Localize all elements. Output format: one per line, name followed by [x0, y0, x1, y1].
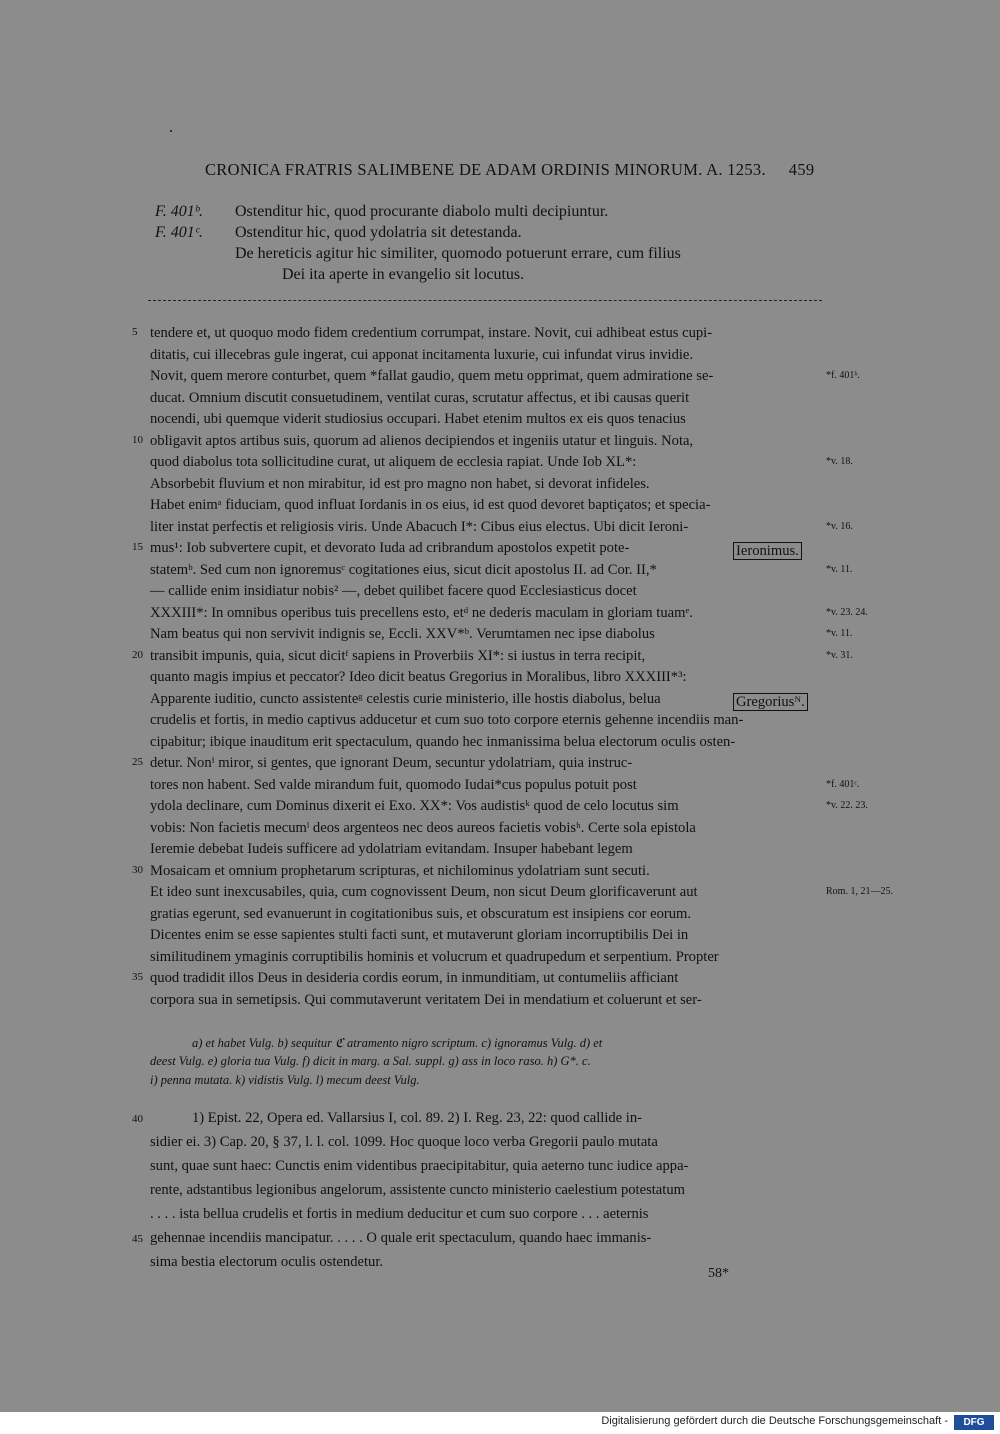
text-line: gratias egerunt, sed evanuerunt in cogitationibus suis, et obscuratum est insipiens cor eorum. [150, 905, 692, 922]
text-line: ydola declinare, cum Dominus dixerit ei Exo. XX*: Vos audistisᵏ quod de celo locutus sim [150, 798, 679, 814]
text-line: cipabitur; ibique inauditum erit spectaculum, quando hec inmanissima belua electorum oculis osten- [150, 733, 736, 750]
apparatus-line: deest Vulg. e) gloria tua Vulg. f) dicit in marg. a Sal. suppl. g) ass in loco raso. h) G*. c. [150, 1054, 591, 1068]
footnote-line: 1) Epist. 22, Opera ed. Vallarsius I, col. 89. 2) I. Reg. 23, 22: quod callide in- [192, 1110, 643, 1126]
margin-note: *v. 31. [826, 649, 853, 661]
line-number: 25 [132, 756, 143, 768]
margin-note: *v. 18. [826, 456, 853, 467]
dfg-logo: DFG [954, 1415, 994, 1430]
text-line: Et ideo sunt inexcusabiles, quia, cum cognovissent Deum, non sicut Deum glorificaverunt aut [150, 884, 698, 900]
margin-note: *f. 401ᶜ. [826, 778, 860, 790]
boxed-name-ieronimus: Ieronimus. [733, 543, 802, 560]
text-line: Apparente iuditio, cuncto assistenteᵍ celestis curie ministerio, ille hostis diabolus, belua [150, 690, 661, 707]
section-rule [148, 300, 822, 301]
text-line: ducat. Omnium discutit consuetudinem, ventilat curas, scrutatur affectus, et ibi causas querit [150, 389, 690, 406]
margin-note: *v. 16. [826, 520, 853, 532]
text-line: tores non habent. Sed valde mirandum fuit, quomodo Iudai*cus populus potuit post [150, 776, 637, 793]
text-line: Habet enimᵃ fiduciam, quod influat Iordanis in os eius, id est quod devoret baptiçatos; et specia- [150, 497, 711, 513]
text-line: Absorbebit fluvium et non mirabitur, id est pro magno non habet, si devorat infideles. [150, 475, 650, 492]
text-line: obligavit aptos artibus suis, quorum ad alienos decipiendos et ingeniis utatur et linguis. Nota, [150, 432, 694, 449]
text-line: corpora sua in semetipsis. Qui commutaverunt veritatem Dei in mendatium et coluerunt et ser- [150, 991, 702, 1008]
footer-bar [0, 1412, 1000, 1434]
margin-note: *v. 11. [826, 563, 853, 575]
scan-mark [170, 130, 172, 132]
margin-note: *f. 401ᵇ. [826, 370, 860, 381]
page-number: 459 [788, 160, 815, 179]
footnote-line: gehennae incendiis mancipatur. . . . . O quale erit spectaculum, quando haec immanis- [150, 1230, 652, 1246]
text-line: Nam beatus qui non servivit indignis se, Eccli. XXV*ᵇ. Verumtamen nec ipse diabolus [150, 626, 655, 642]
text-line: crudelis et fortis, in medio captivus adducetur et cum suo toto corpore eternis gehenne incendiis man- [150, 712, 744, 728]
text-line: quanto magis impius et peccator? Ideo dicit beatus Gregorius in Moralibus, libro XXXIII*³: [150, 669, 687, 685]
rubric-text: Ostenditur hic, quod ydolatria sit detestanda. [235, 224, 522, 241]
apparatus-line: i) penna mutata. k) vidistis Vulg. l) mecum deest Vulg. [150, 1073, 420, 1087]
text-line: detur. Nonⁱ miror, si gentes, que ignorant Deum, secuntur ydolatriam, quia instruc- [150, 755, 633, 771]
rubric-ref: F. 401ᵇ. [155, 203, 204, 220]
footer-text: Digitalisierung gefördert durch die Deutsche Forschungsgemeinschaft - [601, 1415, 948, 1427]
text-line: statemᵇ. Sed cum non ignoremusᶜ cogitationes eius, sicut dicit apostolus II. ad Cor. II,* [150, 561, 657, 578]
text-line: tendere et, ut quoquo modo fidem credentium corrumpat, instare. Novit, cui adhibeat estus cupi- [150, 325, 713, 341]
text-line: mus¹: Iob subvertere cupit, et devorato Iuda ad cribrandum apostolos expetit pote- [150, 540, 630, 556]
line-number: 10 [132, 433, 143, 446]
running-header [205, 160, 814, 180]
line-number: 35 [132, 971, 143, 983]
boxed-name-gregorius: Gregoriusᴺ. [733, 694, 808, 711]
text-line: Dicentes enim se esse sapientes stulti facti sunt, et mutaverunt gloriam incorruptibilis Dei in [150, 927, 689, 943]
text-line: ditatis, cui illecebras gule ingerat, cui apponat incitamenta luxurie, cui infundat virus invidie. [150, 346, 694, 363]
line-number: 15 [132, 541, 143, 553]
margin-note: *v. 23. 24. [826, 606, 868, 618]
text-line: Mosaicam et omnium prophetarum scripturas, et nichilominus ydolatriam sunt secuti. [150, 862, 650, 879]
footnote-line: rente, adstantibus legionibus angelorum, assistente cuncto ministerio caelestium potestatum [150, 1182, 685, 1198]
line-number: 5 [132, 326, 138, 338]
line-number: 45 [132, 1233, 143, 1245]
signature-mark: 58* [708, 1266, 729, 1281]
text-line: transibit impunis, quia, sicut dicitᶠ sapiens in Proverbiis XI*: si iustus in terra recipit, [150, 647, 646, 664]
text-line: Novit, quem merore conturbet, quem *fallat gaudio, quem metu opprimat, quem admiratione se- [150, 368, 714, 384]
margin-note: Rom. 1, 21—25. [826, 886, 893, 897]
line-number: 40 [132, 1113, 143, 1125]
text-line: nocendi, ubi quemque viderit studiosius occupari. Habet etenim multos ex eis quos tenacius [150, 411, 686, 427]
margin-note: *v. 22. 23. [826, 800, 868, 811]
footnote-line: sima bestia electorum oculis ostendetur. [150, 1254, 384, 1270]
line-number: 30 [132, 863, 143, 876]
footnote-line: sunt, quae sunt haec: Cunctis enim videntibus praecipitabitur, quia aeterno tunc iudice appa- [150, 1158, 689, 1174]
line-number: 20 [132, 648, 143, 661]
text-line: similitudinem ymaginis corruptibilis hominis et volucrum et quadrupedum et serpentium. Propter [150, 948, 719, 965]
apparatus-line: a) et habet Vulg. b) sequitur ℭ atramento nigro scriptum. c) ignoramus Vulg. d) et [192, 1036, 603, 1050]
rubric-text: De hereticis agitur hic similiter, quomodo potuerunt errare, cum filius [235, 245, 681, 262]
text-line: liter instat perfectis et religiosis viris. Unde Abacuch I*: Cibus eius electus. Ubi dicit Ieroni- [150, 518, 689, 535]
rubric-ref: F. 401ᶜ. [155, 224, 203, 241]
rubric-text: Ostenditur hic, quod procurante diabolo multi decipiuntur. [235, 203, 609, 220]
footnote-line: . . . . ista bellua crudelis et fortis in medium deducitur et cum suo corpore . . . aeternis [150, 1206, 649, 1222]
text-line: Ieremie debebat Iudeis sufficere ad ydolatriam evitandam. Insuper habebant legem [150, 841, 633, 857]
text-line: — callide enim insidiatur nobis² —, debet quilibet facere quod Ecclesiasticus docet [150, 583, 637, 599]
rubric-text: Dei ita aperte in evangelio sit locutus. [282, 266, 525, 283]
text-line: quod tradidit illos Deus in desideria cordis eorum, in inmunditiam, ut contumeliis afficiant [150, 970, 679, 986]
footnote-line: sidier ei. 3) Cap. 20, § 37, l. l. col. 1099. Hoc quoque loco verba Gregorii paulo mutata [150, 1134, 658, 1150]
text-line: vobis: Non facietis mecumˡ deos argenteos nec deos aureos facietis vobisʰ. Certe sola epistola [150, 819, 696, 836]
text-line: XXXIII*: In omnibus operibus tuis precellens esto, etᵈ ne dederis maculam in gloriam tuamᵉ. [150, 604, 693, 621]
text-line: quod diabolus tota sollicitudine curat, ut aliquem de ecclesia rapiat. Unde Iob XL*: [150, 454, 637, 470]
margin-note: *v. 11. [826, 628, 853, 639]
header-title: CRONICA FRATRIS SALIMBENE DE ADAM ORDINIS MINORUM. A. 1253. [205, 160, 766, 179]
